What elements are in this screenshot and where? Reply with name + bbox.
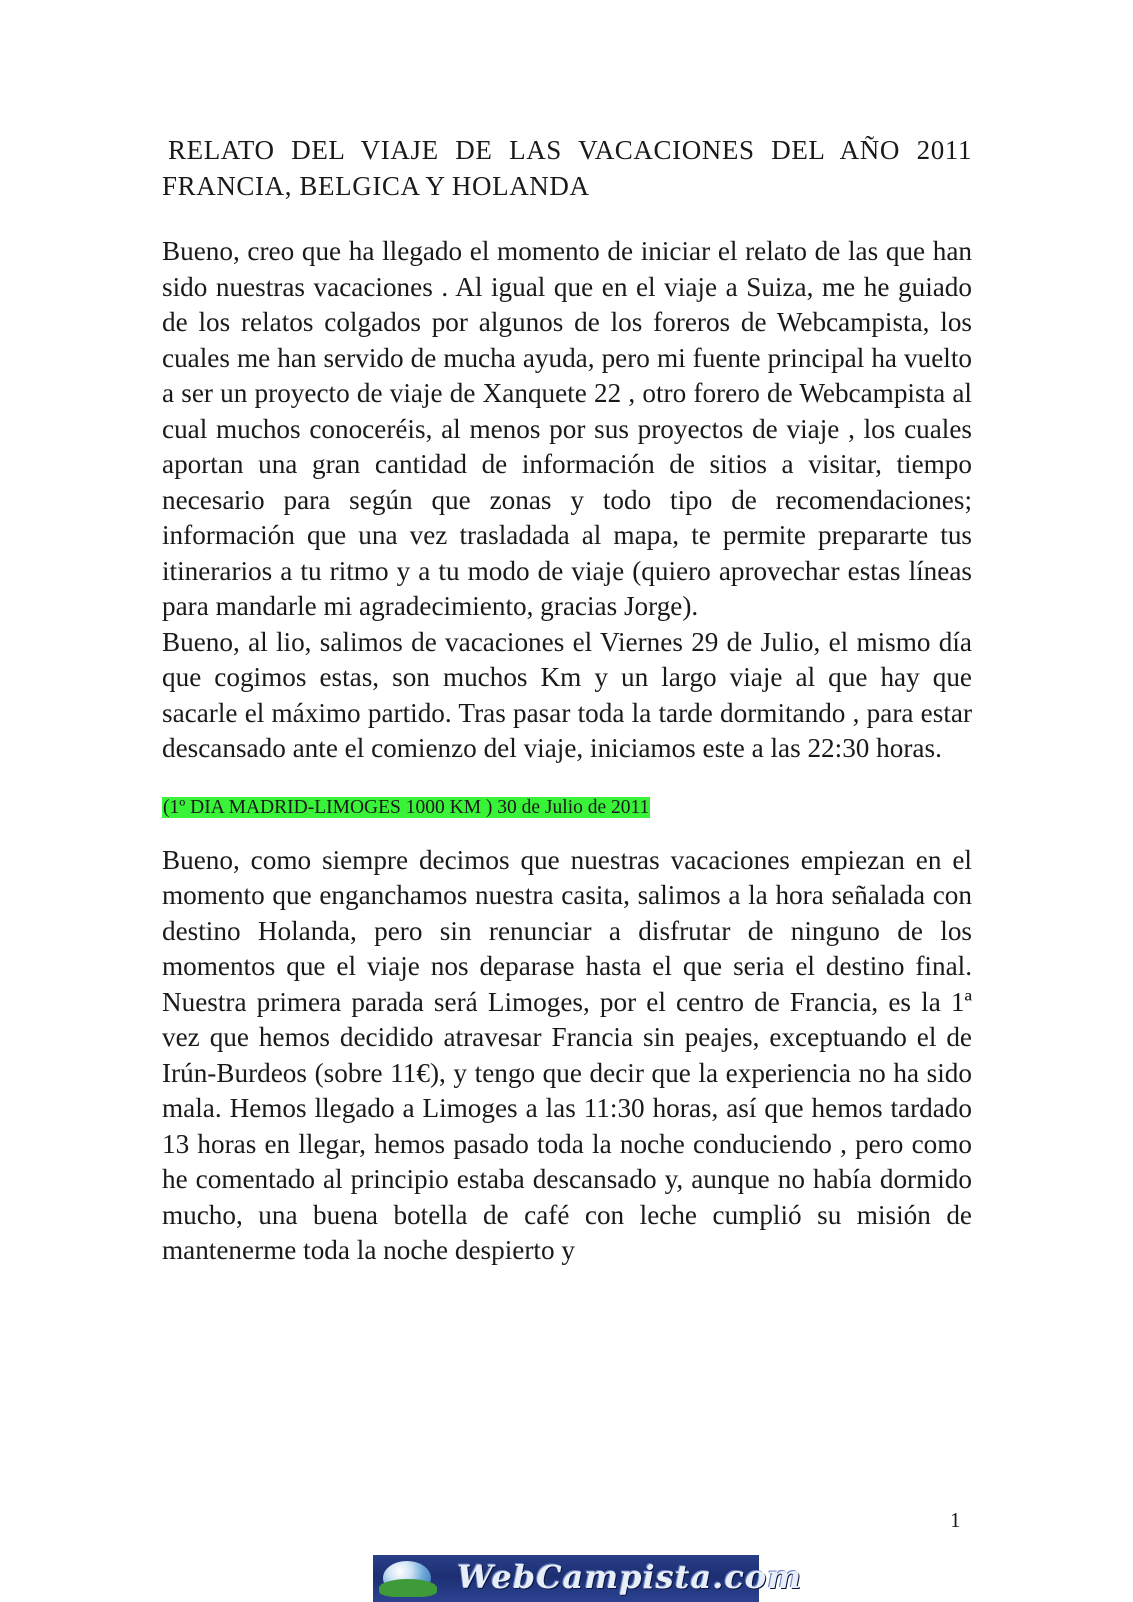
document-title	[162, 132, 972, 204]
day-heading	[162, 795, 972, 821]
title-line-1: RELATO DEL VIAJE DE LAS VACACIONES DEL AÑO 2011	[168, 135, 972, 165]
caravan-hill-icon	[379, 1579, 437, 1597]
webcampista-banner-logo	[373, 1555, 803, 1602]
banner-brand-text: WebCampista.com	[457, 1558, 803, 1596]
day1-paragraph: Bueno, como siempre decimos que nuestras vacaciones empiezan en el momento que enganchamos nuestra casita, salimos a la hora señalada con destino Holanda, pero sin renunciar a disfrutar de ninguno de los momentos que el viaje nos deparase hasta el que seria el destino final. Nuestra primera parada será Limoges, por el centro de Francia, es la 1ª vez que hemos decidido atravesar Francia sin peajes, exceptuando el de Irún-Burdeos (sobre 11€), y tengo que decir que la experiencia no ha sido mala. Hemos llegado a Limoges a las 11:30 horas, así que hemos tardado 13 horas en llegar, hemos pasado toda la noche conduciendo , pero como he comentado al principio estaba descansado y, aunque no había dormido mucho, una buena botella de café con leche cumplió su misión de mantenerme toda la noche despierto y	[162, 844, 972, 1265]
day-heading-highlight: (1º DIA MADRID-LIMOGES 1000 KM ) 30 de Julio de 2011	[163, 796, 650, 818]
page-number: 1	[950, 1508, 961, 1532]
title-line-2: FRANCIA, BELGICA Y HOLANDA	[162, 171, 590, 201]
intro-paragraph: Bueno, creo que ha llegado el momento de iniciar el relato de las que han sido nuestras vacaciones . Al igual que en el viaje a Suiza, me he guiado de los relatos colgados por algunos de los foreros de Webcampista, los cuales me han servido de mucha ayuda, pero mi fuente principal ha vuelto a ser un proyecto de viaje de Xanquete 22 , otro forero de Webcampista al cual muchos conoceréis, al menos por sus proyectos de viaje , los cuales aportan una gran cantidad de información de sitios a visitar, tiempo necesario para según que zonas y todo tipo de recomendaciones; información que una vez trasladada al mapa, te permite prepararte tus itinerarios a tu ritmo y a tu modo de viaje (quiero aprovechar estas líneas para mandarle mi agradecimiento, gracias Jorge).	[162, 236, 972, 621]
departure-paragraph: Bueno, al lio, salimos de vacaciones el Viernes 29 de Julio, el mismo día que cogimos estas, son muchos Km y un largo viaje al que hay que sacarle el máximo partido. Tras pasar toda la tarde dormitando , para estar descansado ante el comienzo del viaje, iniciamos este a las 22:30 horas.	[162, 626, 972, 763]
document-page	[162, 132, 972, 1269]
